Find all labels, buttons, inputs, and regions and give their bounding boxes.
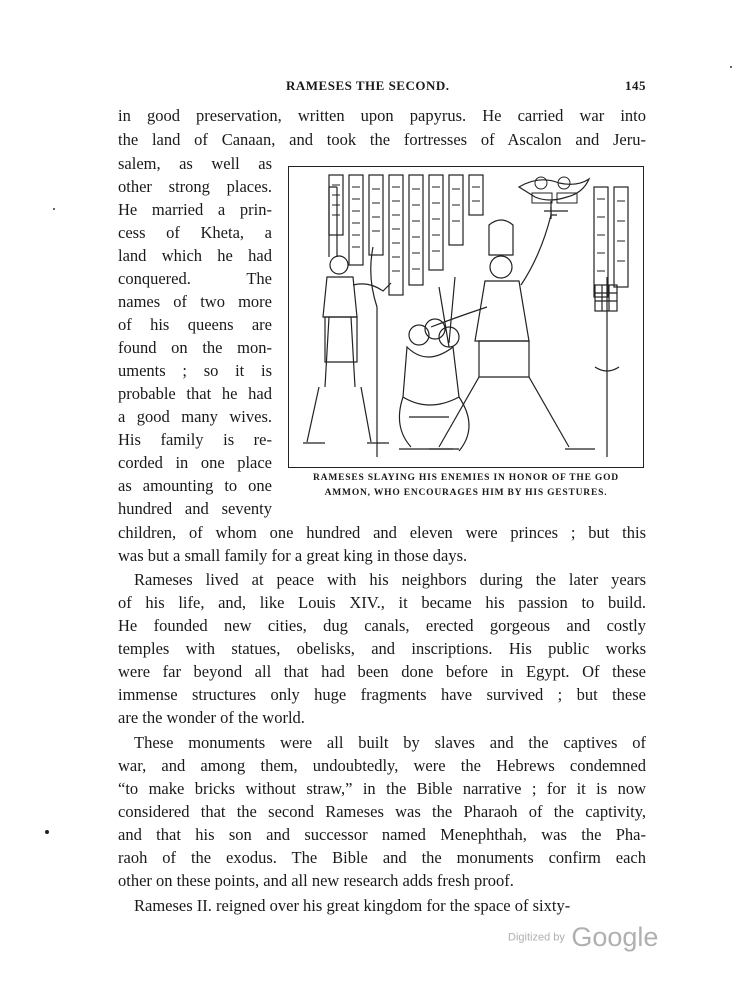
text-line: and that his son and successor named Menephthah, was the Pha- [118,825,646,844]
text-line: “to make bricks without straw,” in the Bible narrative ; for it is now [118,779,646,798]
text-line: other on these points, and all new research adds fresh proof. [118,871,514,890]
text-line: He founded new cities, dug canals, erected gorgeous and costly [118,616,646,635]
text-line: conquered. The [118,269,272,288]
text-line: hundred and seventy [118,499,272,518]
text-line: salem, as well as [118,154,272,173]
text-line: Rameses lived at peace with his neighbors during the later years [134,570,646,589]
figure-caption-line-1: RAMESES SLAYING HIS ENEMIES IN HONOR OF THE GOD [313,473,619,483]
captives-group [399,277,469,451]
text-line: of his queens are [118,315,272,334]
text-line: immense structures only huge fragments have survived ; but these [118,685,646,704]
running-title: RAMESES THE SECOND. [286,78,450,93]
text-line: His family is re- [118,430,272,449]
text-line: probable that he had [118,384,272,403]
running-header [118,78,646,98]
scan-dot [45,830,49,834]
text-line: corded in one place [118,453,272,472]
google-watermark [508,922,658,953]
text-line: temples with statues, obelisks, and inscriptions. His public works [118,639,646,658]
text-line: the land of Canaan, and took the fortresses of Ascalon and Jeru- [118,130,646,149]
text-line: cess of Kheta, a [118,223,272,242]
royal-standard [595,277,619,457]
engraving-drawing [289,167,643,467]
figure-caption-line-2: AMMON, WHO ENCOURAGES HIM BY HIS GESTURES. [324,488,608,498]
scan-speck [730,66,732,68]
text-line: as amounting to one [118,476,272,495]
text-line: other strong places. [118,177,272,196]
text-line: was but a small family for a great king in those days. [118,546,468,565]
text-line: in good preservation, written upon papyrus. He carried war into [118,106,646,125]
text-line: names of two more [118,292,272,311]
text-line: raoh of the exodus. The Bible and the monuments confirm each [118,848,646,867]
text-line: war, and among them, undoubtedly, were the Hebrews condemned [118,756,646,775]
watermark-brand: Google [571,922,659,952]
god-ammon-figure [303,187,391,457]
text-line: He married a prin- [118,200,272,219]
text-line: are the wonder of the world. [118,708,305,727]
engraving-illustration [288,166,644,468]
text-line: found on the mon- [118,338,272,357]
text-line: a good many wives. [118,407,272,426]
text-line: were far beyond all that had been done before in Egypt. Of these [118,662,646,681]
text-line: Rameses II. reigned over his great kingdom for the space of sixty- [134,896,571,915]
text-line: These monuments were all built by slaves and the captives of [134,733,646,752]
text-line: children, of whom one hundred and eleven were princes ; but this [118,523,646,542]
page-number: 145 [625,78,646,93]
falcon-figure [519,179,589,219]
text-line: considered that the second Rameses was the Pharaoh of the captivity, [118,802,646,821]
watermark-prefix: Digitized by [508,931,565,944]
scan-speck [53,208,55,210]
text-line: land which he had [118,246,272,265]
text-line: of his life, and, like Louis XIV., it became his passion to build. [118,593,646,612]
hieroglyph-columns [329,175,628,297]
text-line: uments ; so it is [118,361,272,380]
